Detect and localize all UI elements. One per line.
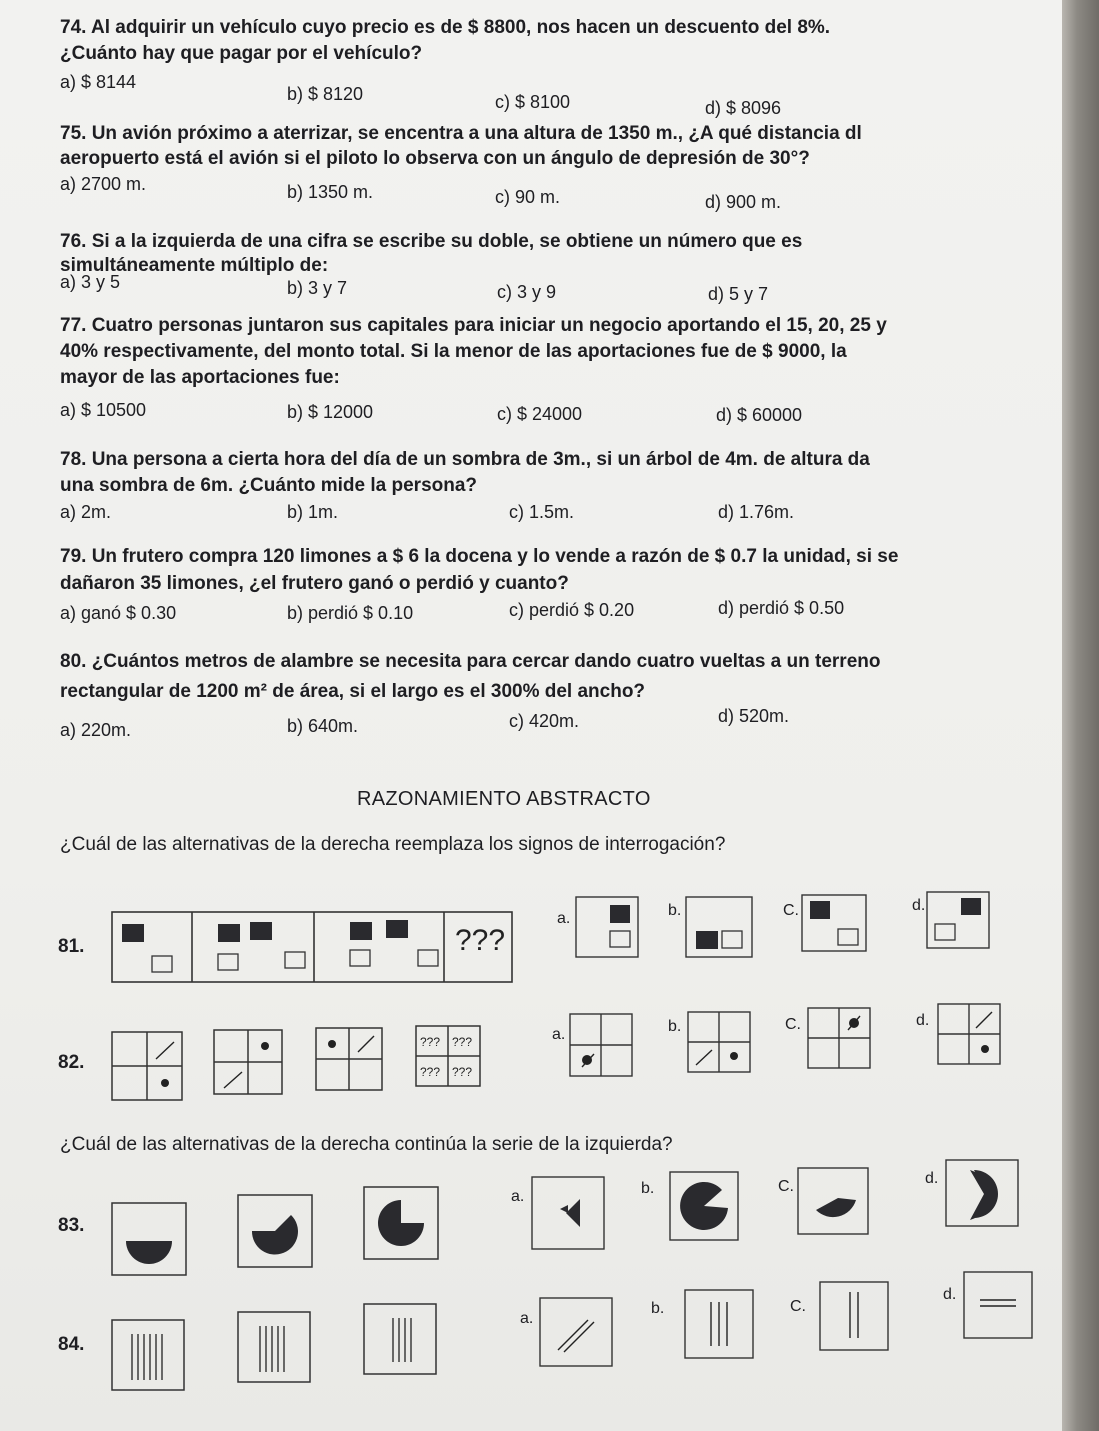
q84-option-b-label: b.	[651, 1300, 665, 1317]
q75-option-c: c) 90 m.	[495, 187, 561, 207]
q75-option-a: a) 2700 m.	[60, 174, 147, 194]
q76-option-c: c) 3 y 9	[497, 282, 557, 302]
figure-83-option-a	[530, 1175, 606, 1251]
q84-option-c-label: C.	[790, 1298, 806, 1315]
q74-option-b: b) $ 8120	[287, 84, 364, 104]
q82-unknown-1: ???	[420, 1035, 441, 1049]
q75-option-d: d) 900 m.	[705, 192, 782, 212]
instruction-series: ¿Cuál de las alternativas de la derecha continúa la serie de la izquierda?	[60, 1134, 673, 1155]
figure-82-option-d	[936, 1002, 1002, 1066]
figure-82-option-b	[686, 1010, 752, 1074]
q79-option-d: d) perdió $ 0.50	[718, 598, 845, 618]
q82-option-a-label: a.	[552, 1026, 566, 1043]
question-77-line-2: 40% respectivamente, del monto total. Si la menor de las aportaciones fue de $ 9000, la	[60, 341, 847, 362]
figure-81-unknown: ???	[455, 924, 506, 957]
q83-option-b-label: b.	[641, 1180, 655, 1197]
q81-option-d-label: d.	[912, 897, 926, 914]
question-79-line-2: dañaron 35 limones, ¿el frutero ganó o perdió y cuanto?	[60, 573, 569, 594]
figure-83-option-c	[796, 1166, 870, 1236]
q84-option-d-label: d.	[943, 1286, 957, 1303]
figure-81-option-c	[800, 893, 870, 955]
q76-option-d: d) 5 y 7	[708, 284, 769, 304]
q82-option-d-label: d.	[916, 1012, 930, 1029]
question-75-line-2: aeropuerto está el avión si el piloto lo observa con un ángulo de depresión de 30°?	[60, 148, 810, 169]
q75-option-b: b) 1350 m.	[287, 182, 374, 202]
q74-option-a: a) $ 8144	[60, 72, 137, 92]
question-80-line-2: rectangular de 1200 m² de área, si el largo es el 300% del ancho?	[60, 681, 646, 702]
desk-edge	[1062, 0, 1099, 1431]
q76-option-a: a) 3 y 5	[60, 272, 121, 292]
q83-option-d-label: d.	[925, 1170, 939, 1187]
q78-option-a: a) 2m.	[60, 502, 112, 522]
q79-option-b: b) perdió $ 0.10	[287, 603, 414, 623]
instruction-replace: ¿Cuál de las alternativas de la derecha reemplaza los signos de interrogación?	[60, 834, 726, 855]
q83-option-a-label: a.	[511, 1188, 525, 1205]
q81-option-b-label: b.	[668, 902, 682, 919]
question-75-line-1: 75. Un avión próximo a aterrizar, se encentra a una altura de 1350 m., ¿A qué distancia dl	[60, 123, 862, 144]
question-76-line-1: 76. Si a la izquierda de una cifra se escribe su doble, se obtiene un número que es	[60, 231, 803, 252]
q81-option-c-label: C.	[783, 902, 799, 919]
q80-option-c: c) 420m.	[509, 711, 580, 731]
q82-unknown-3: ???	[420, 1065, 441, 1079]
q78-option-d: d) 1.76m.	[718, 502, 795, 522]
q82-unknown-4: ???	[452, 1065, 473, 1079]
q79-option-c: c) perdió $ 0.20	[509, 600, 635, 620]
figure-82-option-c	[806, 1006, 872, 1070]
question-74-line-2: ¿Cuánto hay que pagar por el vehículo?	[60, 43, 423, 64]
figure-84-option-d	[962, 1270, 1034, 1340]
figure-81-option-d	[925, 890, 993, 952]
figure-84-option-c	[818, 1280, 890, 1352]
figure-83-sequence	[108, 1183, 438, 1279]
question-80-line-1: 80. ¿Cuántos metros de alambre se necesita para cercar dando cuatro vueltas a un terreno	[60, 651, 881, 672]
q74-option-c: c) $ 8100	[495, 92, 571, 112]
figure-82-sequence	[108, 1022, 488, 1104]
q82-unknown-2: ???	[452, 1035, 473, 1049]
figure-81-sequence	[110, 910, 515, 985]
figure-82-option-a	[568, 1012, 634, 1078]
question-74-line-1: 74. Al adquirir un vehículo cuyo precio es de $ 8800, nos hacen un descuento del 8%.	[60, 17, 831, 38]
q74-option-d: d) $ 8096	[705, 98, 782, 118]
q76-option-b: b) 3 y 7	[287, 278, 348, 298]
q84-option-a-label: a.	[520, 1310, 534, 1327]
q77-option-d: d) $ 60000	[716, 405, 803, 425]
q81-option-a-label: a.	[557, 910, 571, 927]
number-82: 82.	[58, 1052, 85, 1073]
q82-option-c-label: C.	[785, 1016, 801, 1033]
number-81: 81.	[58, 936, 85, 957]
q78-option-b: b) 1m.	[287, 502, 339, 522]
figure-83-option-b	[668, 1170, 740, 1242]
q77-option-b: b) $ 12000	[287, 402, 374, 422]
q80-option-d: d) 520m.	[718, 706, 790, 726]
figure-81-option-b	[684, 895, 756, 960]
figure-83-option-d	[944, 1158, 1020, 1228]
section-title: RAZONAMIENTO ABSTRACTO	[357, 788, 651, 810]
q77-option-a: a) $ 10500	[60, 400, 147, 420]
figure-81-option-a	[574, 895, 644, 960]
question-78-line-1: 78. Una persona a cierta hora del día de un sombra de 3m., si un árbol de 4m. de altura da	[60, 449, 870, 470]
number-84: 84.	[58, 1334, 85, 1355]
q80-option-a: a) 220m.	[60, 720, 132, 740]
q80-option-b: b) 640m.	[287, 716, 359, 736]
q79-option-a: a) ganó $ 0.30	[60, 603, 177, 623]
q82-option-b-label: b.	[668, 1018, 682, 1035]
q83-option-c-label: C.	[778, 1178, 794, 1195]
number-83: 83.	[58, 1215, 85, 1236]
figure-84-option-b	[683, 1288, 755, 1360]
question-79-line-1: 79. Un frutero compra 120 limones a $ 6 la docena y lo vende a razón de $ 0.7 la unidad, si se	[60, 546, 899, 567]
figure-84-option-a	[538, 1296, 614, 1368]
q78-option-c: c) 1.5m.	[509, 502, 575, 522]
figure-84-sequence	[108, 1300, 443, 1395]
question-76-line-2: simultáneamente múltiplo de:	[60, 255, 329, 276]
question-78-line-2: una sombra de 6m. ¿Cuánto mide la persona?	[60, 475, 478, 496]
q77-option-c: c) $ 24000	[497, 404, 583, 424]
question-77-line-3: mayor de las aportaciones fue:	[60, 367, 340, 388]
question-77-line-1: 77. Cuatro personas juntaron sus capitales para iniciar un negocio aportando el 15, 20, 25 y	[60, 315, 887, 336]
